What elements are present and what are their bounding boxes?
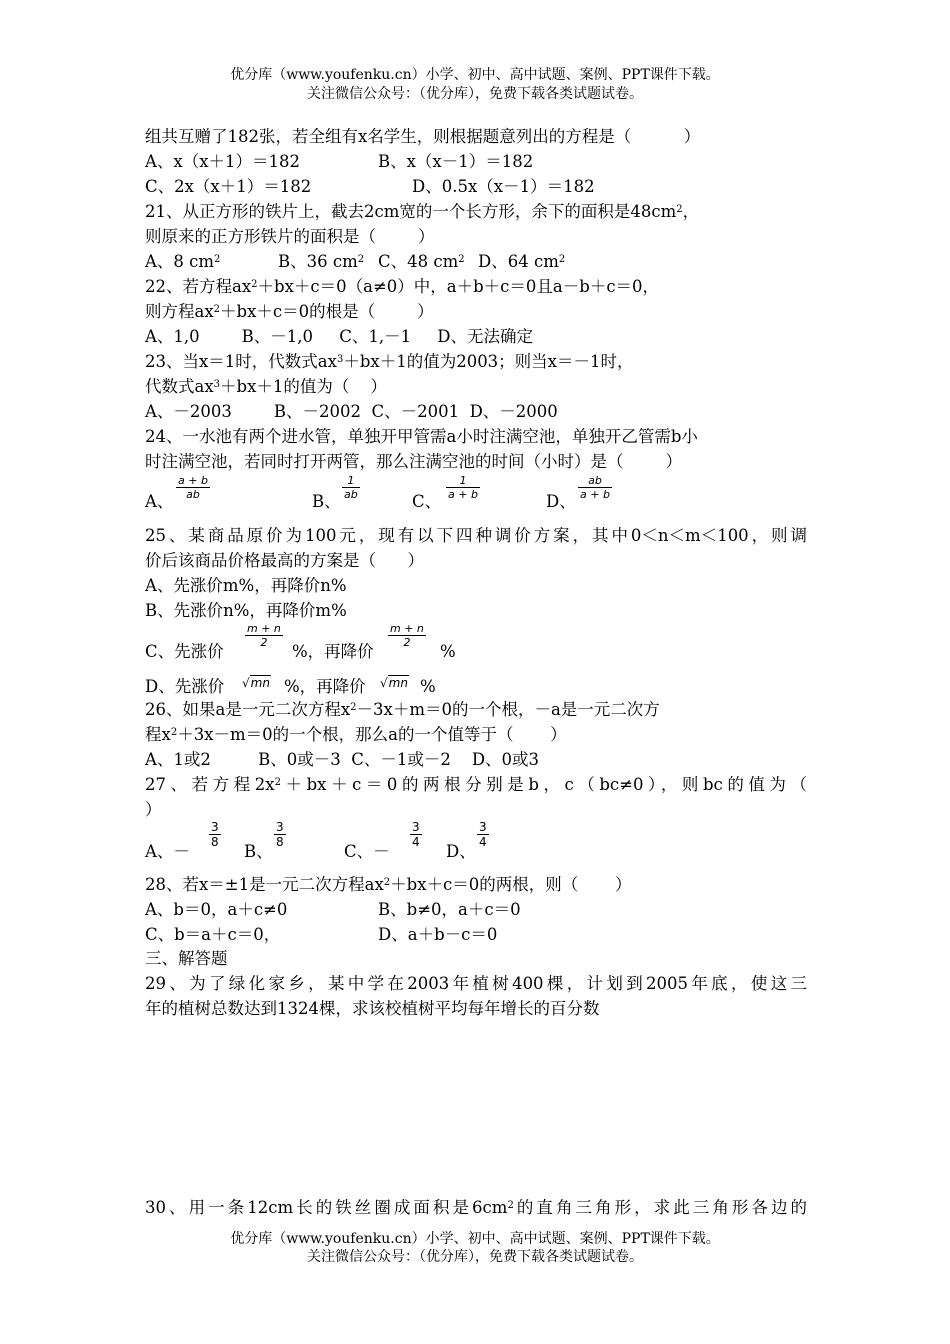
q25-option-c-label: C、先涨价	[145, 642, 224, 661]
page-footer-line-1: 优分库（www.youfenku.cn）小学、初中、高中试题、案例、PPT课件下载。	[230, 1231, 720, 1247]
q24-option-d-fraction: $\frac{ab}{a + b}$	[580, 474, 610, 501]
q27-option-c-fraction: $\frac{3}{4}$	[412, 820, 420, 849]
q25-stem-line-1: 25、某商品原价为100元，现有以下四种调价方案，其中0＜n＜m＜100，则调	[145, 526, 807, 545]
q22-options: A、1,0 B、－1,0 C、1,－1 D、无法确定	[145, 327, 534, 346]
q29-line-2: 年的植树总数达到1324棵，求该校植树平均每年增长的百分数	[145, 999, 600, 1018]
q25-option-d-label: D、先涨价	[145, 677, 225, 696]
q20-stem: 组共互赠了182张，若全组有x名学生，则根据题意列出的方程是（ ）	[145, 127, 701, 146]
q20-option-d: D、0.5x（x－1）＝182	[412, 177, 595, 196]
q27-option-a-label: A、－	[145, 842, 190, 861]
q25-option-a: A、先涨价m%，再降价n%	[145, 576, 347, 595]
page-header-line-2: 关注微信公众号：（优分库），免费下载各类试题试卷。	[307, 86, 643, 102]
q26-stem-line-1: 26、如果a是一元二次方程$x^2-3x+m=0$的一个根，－a是一元二次方	[145, 700, 660, 719]
q25-option-d-sqrt-1: √mn	[242, 676, 270, 690]
q27-option-d-label: D、	[446, 842, 476, 861]
q21-stem-line-2: 则原来的正方形铁片的面积是（ ）	[145, 227, 435, 246]
q25-option-b: B、先涨价n%，再降价m%	[145, 601, 347, 620]
q25-stem-line-2: 价后该商品价格最高的方案是（ ）	[145, 551, 424, 570]
q28-option-c: C、b＝a＋c＝0，	[145, 925, 281, 944]
q24-option-a-label: A、	[145, 492, 174, 511]
q26-options: A、1或2 B、0或－3 C、－1或－2 D、0或3	[145, 750, 540, 769]
q24-stem-line-1: 24、一水池有两个进水管，单独开甲管需a小时注满空池，单独开乙管需b小	[145, 427, 698, 446]
page-header-line-1: 优分库（www.youfenku.cn）小学、初中、高中试题、案例、PPT课件下载。	[230, 67, 720, 83]
q28-option-b: B、b≠0，a＋c＝0	[378, 900, 521, 919]
q30-line-1: 30、用一条12cm长的铁丝圈成面积是$6cm^2$的直角三角形，求此三角形各边的	[145, 1198, 808, 1217]
q25-option-c-text-2: %，再降价	[292, 642, 374, 661]
q24-stem-line-2: 时注满空池，若同时打开两管，那么注满空池的时间（小时）是（ ）	[145, 452, 682, 471]
q28-option-d: D、a＋b－c＝0	[378, 925, 498, 944]
q23-stem-line-1: 23、当x＝1时，代数式$ax^3+bx+1$的值为2003；则当x＝－1时，	[145, 352, 634, 371]
q27-option-c-label: C、－	[344, 842, 390, 861]
q25-option-c-fraction-2: $\frac{m + n}{2}$	[390, 622, 424, 649]
q20-option-a: A、x（x＋1）＝182	[145, 152, 301, 171]
q27-stem-line-1: 27、若方程$2x^2+bx+c=0$的两根分别是b，c（bc≠0），则bc的值为（	[145, 775, 807, 794]
q28-option-a: A、b＝0，a＋c≠0	[145, 900, 288, 919]
q21-stem-line-1: 21、从正方形的铁片上，截去2cm宽的一个长方形，余下的面积是$48cm^2$，	[145, 202, 700, 221]
q24-option-b-fraction: $\frac{1}{ab}$	[344, 474, 358, 501]
q22-stem-line-1: 22、若方程$ax^2+bx+c=0(a\ne 0)$中，a＋b＋c＝0且a－b＋c＝0，	[145, 277, 660, 296]
q29-line-1: 29、为了绿化家乡，某中学在2003年植树400棵，计划到2005年底，使这三	[145, 974, 807, 993]
q21-option-c: C、48 $cm^2$	[378, 252, 465, 271]
q24-option-b-label: B、	[312, 492, 341, 511]
q25-option-c-fraction-1: $\frac{m + n}{2}$	[247, 622, 281, 649]
q21-option-a: A、8 $cm^2$	[145, 252, 221, 271]
q24-option-a-fraction: $\frac{a + b}{ab}$	[178, 474, 208, 501]
q27-option-b-label: B、	[244, 842, 273, 861]
q27-option-a-fraction: $\frac{3}{8}$	[211, 820, 219, 849]
page-footer-line-2: 关注微信公众号：（优分库），免费下载各类试题试卷。	[307, 1249, 643, 1265]
q26-stem-line-2: 程$x^2+3x-m=0$的一个根，那么a的一个值等于（ ）	[145, 725, 567, 744]
q25-option-d-percent: %	[420, 677, 436, 696]
q24-option-c-fraction: $\frac{1}{a + b}$	[448, 474, 478, 501]
q23-options: A、－2003 B、－2002 C、－2001 D、－2000	[145, 402, 558, 421]
q23-stem-line-2: 代数式$ax^3+bx+1$的值为（ ）	[145, 377, 387, 396]
q25-option-c-percent: %	[440, 642, 456, 661]
section-heading-answers: 三、解答题	[145, 949, 228, 968]
q27-option-b-fraction: $\frac{3}{8}$	[276, 820, 284, 849]
q21-option-b: B、36 $cm^2$	[278, 252, 365, 271]
q25-option-d-sqrt-2: √mn	[380, 676, 408, 690]
q24-option-c-label: C、	[412, 492, 442, 511]
q25-option-d-text-2: %，再降价	[284, 677, 366, 696]
q28-stem: 28、若x＝±1是一元二次方程$ax^2+bx+c=0$的两根，则（ ）	[145, 875, 632, 894]
q21-option-d: D、64 $cm^2$	[478, 252, 566, 271]
q27-stem-line-2: ）	[145, 800, 162, 819]
q20-option-c: C、2x（x＋1）＝182	[145, 177, 312, 196]
q24-option-d-label: D、	[546, 492, 576, 511]
q27-option-d-fraction: $\frac{3}{4}$	[479, 820, 487, 849]
q20-option-b: B、x（x－1）＝182	[378, 152, 534, 171]
q22-stem-line-2: 则方程$ax^2+bx+c=0$的根是（ ）	[145, 302, 434, 321]
